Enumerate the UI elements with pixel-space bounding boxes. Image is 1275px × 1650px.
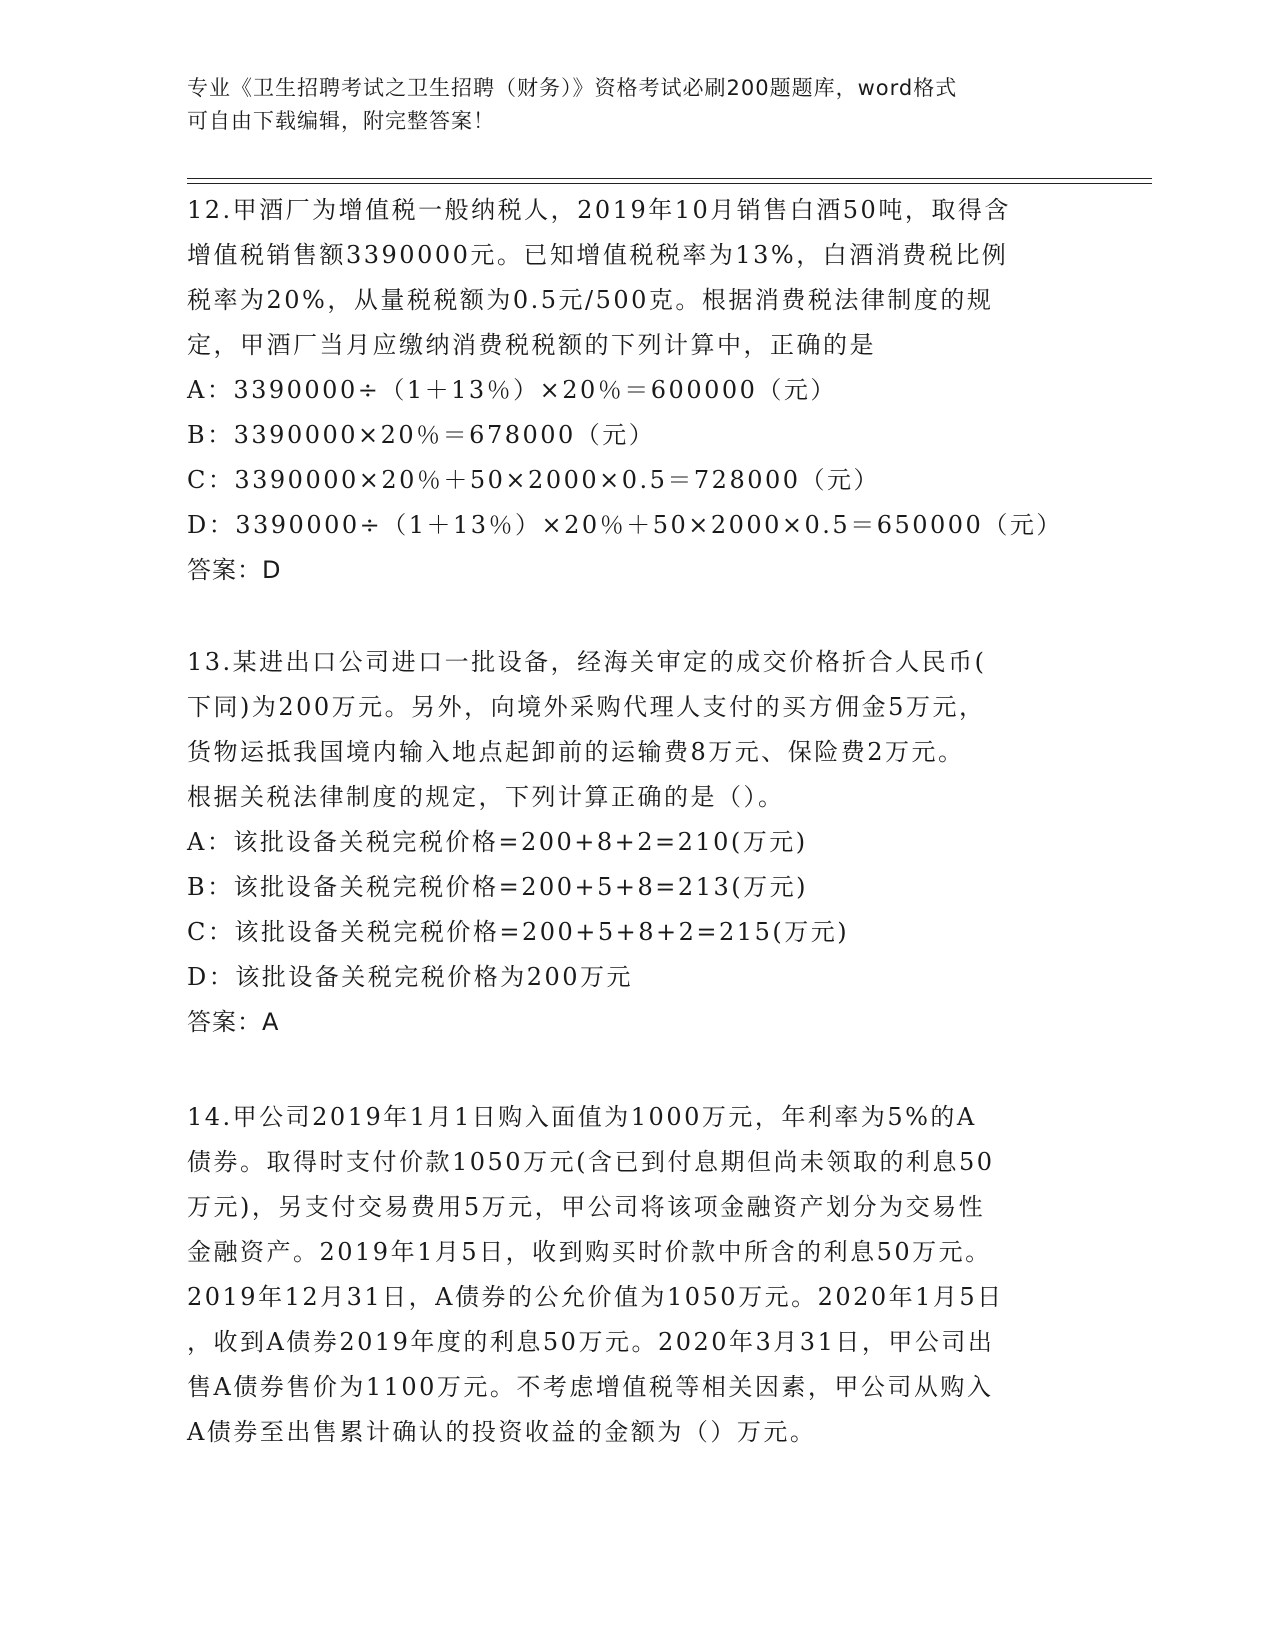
option-a: A：3390000÷（1＋13％）×20％＝600000（元） bbox=[187, 376, 837, 404]
question-stem-line: 2019年12月31日，A债券的公允价值为1050万元。2020年1月5日 bbox=[187, 1283, 1004, 1311]
option-d: D：3390000÷（1＋13％）×20％＋50×2000×0.5＝650000（元） bbox=[187, 511, 1063, 539]
header-divider-top bbox=[187, 178, 1152, 179]
option-a: A：该批设备关税完税价格=200+8+2=210(万元) bbox=[187, 828, 808, 856]
question-stem-line: 定，甲酒厂当月应缴纳消费税税额的下列计算中，正确的是 bbox=[187, 331, 876, 359]
question-stem-line: 金融资产。2019年1月5日，收到购买时价款中所含的利息50万元。 bbox=[187, 1238, 992, 1266]
option-b: B：3390000×20％＝678000（元） bbox=[187, 421, 656, 449]
option-c: C：该批设备关税完税价格=200+5+8+2=215(万元) bbox=[187, 918, 850, 946]
question-stem-line: 税率为20%，从量税税额为0.5元/500克。根据消费税法律制度的规 bbox=[187, 286, 994, 314]
header-title-line-1: 专业《卫生招聘考试之卫生招聘（财务）》资格考试必刷200题题库，word格式 bbox=[187, 76, 958, 100]
question-stem-line: 下同)为200万元。另外，向境外采购代理人支付的买方佣金5万元， bbox=[187, 693, 986, 721]
question-stem-line: 万元)，另支付交易费用5万元，甲公司将该项金融资产划分为交易性 bbox=[187, 1193, 986, 1221]
question-stem-line: 增值税销售额3390000元。已知增值税税率为13%，白酒消费税比例 bbox=[187, 241, 1009, 269]
question-stem-line: ，收到A债券2019年度的利息50万元。2020年3月31日，甲公司出 bbox=[187, 1328, 995, 1356]
question-stem-line: 债券。取得时支付价款1050万元(含已到付息期但尚未领取的利息50 bbox=[187, 1148, 995, 1176]
question-12 bbox=[187, 188, 1087, 593]
option-b: B：该批设备关税完税价格=200+5+8=213(万元) bbox=[187, 873, 808, 901]
question-stem-line: 14.甲公司2019年1月1日购入面值为1000万元，年利率为5%的A bbox=[187, 1103, 977, 1131]
question-14 bbox=[187, 1095, 1087, 1455]
page-header bbox=[187, 72, 1067, 138]
question-stem-line: A债券至出售累计确认的投资收益的金额为（）万元。 bbox=[187, 1418, 817, 1446]
header-title-line-2: 可自由下载编辑，附完整答案！ bbox=[187, 109, 495, 133]
option-c: C：3390000×20％＋50×2000×0.5＝728000（元） bbox=[187, 466, 881, 494]
question-stem-line: 12.甲酒厂为增值税一般纳税人，2019年10月销售白酒50吨，取得含 bbox=[187, 196, 1011, 224]
question-stem-line: 售A债券售价为1100万元。不考虑增值税等相关因素，甲公司从购入 bbox=[187, 1373, 994, 1401]
question-stem-line: 货物运抵我国境内输入地点起卸前的运输费8万元、保险费2万元。 bbox=[187, 738, 965, 766]
option-d: D：该批设备关税完税价格为200万元 bbox=[187, 963, 634, 991]
question-13 bbox=[187, 640, 1087, 1045]
question-stem-line: 根据关税法律制度的规定，下列计算正确的是（）。 bbox=[187, 783, 785, 811]
answer-label: 答案：D bbox=[187, 556, 282, 584]
question-stem-line: 13.某进出口公司进口一批设备，经海关审定的成交价格折合人民币( bbox=[187, 648, 987, 676]
answer-label: 答案：A bbox=[187, 1008, 280, 1036]
header-divider-bottom bbox=[187, 183, 1152, 184]
